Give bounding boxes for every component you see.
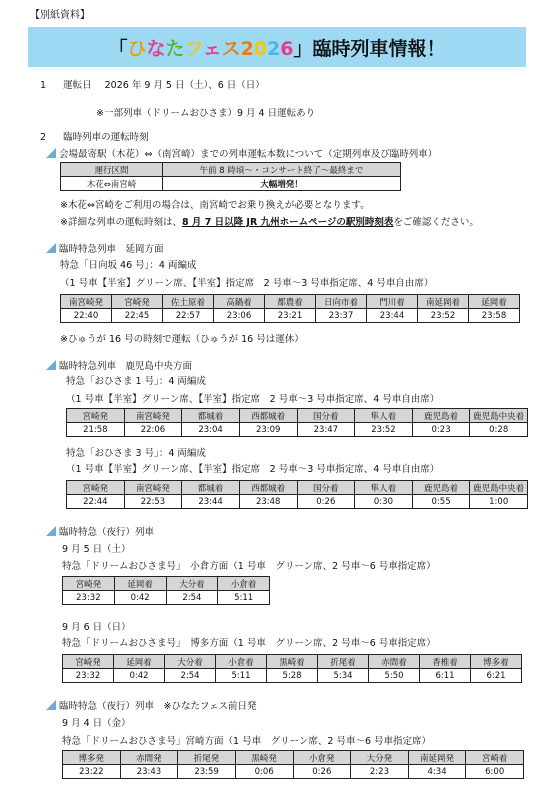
station-header-cell: 大分着 bbox=[165, 655, 216, 669]
time-cell: 0:42 bbox=[114, 591, 166, 605]
banner-event-name bbox=[127, 38, 293, 60]
section-2-note-1: ※木花⇔宮崎をご利用の場合は、南宮崎でお乗り換えが必要となります。 bbox=[60, 200, 370, 211]
timetable-header-row bbox=[67, 481, 528, 495]
station-header-cell: 南宮崎発 bbox=[61, 295, 112, 309]
dream-ohisama-hakata-timetable bbox=[62, 654, 522, 683]
ohisama-1-timetable bbox=[66, 408, 528, 437]
station-header-cell: 日向市着 bbox=[316, 295, 367, 309]
section-1-number: 1 bbox=[40, 80, 47, 91]
section-2-title: 臨時列車の運転時刻 bbox=[63, 132, 149, 143]
station-header-cell: 小倉発 bbox=[293, 751, 351, 765]
time-cell: 0:28 bbox=[470, 423, 528, 437]
ohisama-1-car-info: （1 号車【半室】グリーン席、【半室】指定席 2 号車～3 号車指定席、4 号車自由席） bbox=[66, 394, 440, 405]
time-cell: 23:32 bbox=[63, 669, 114, 683]
station-header-cell: 小倉着 bbox=[216, 655, 267, 669]
nobeoka-train-name: 特急「日向坂 46 号」：4 両編成 bbox=[60, 260, 197, 271]
night-train-section-title: 臨時特急（夜行）列車 bbox=[59, 527, 155, 538]
time-cell: 23:09 bbox=[239, 423, 297, 437]
time-cell: 23:47 bbox=[297, 423, 355, 437]
eve-night-train-section-heading bbox=[46, 700, 257, 713]
section-2-note-2 bbox=[60, 217, 479, 229]
time-cell: 23:52 bbox=[355, 423, 413, 437]
section-2-note-2-suffix: をご確認ください。 bbox=[393, 217, 479, 228]
night-train-date-1: 9 月 5 日（土） bbox=[62, 544, 131, 555]
time-cell: 0:23 bbox=[412, 423, 470, 437]
station-header-cell: 西都城着 bbox=[239, 409, 297, 423]
dream-ohisama-kokura-train-name: 特急「ドリームおひさま号」 小倉方面（1 号車 グリーン席、2 号車～6 号車指定席） bbox=[62, 561, 436, 572]
time-cell: 22:06 bbox=[124, 423, 182, 437]
time-cell: 4:34 bbox=[408, 765, 466, 779]
station-header-cell: 都農着 bbox=[265, 295, 316, 309]
timetable-time-row bbox=[67, 495, 528, 509]
station-header-cell: 博多発 bbox=[63, 751, 121, 765]
time-cell: 0:26 bbox=[297, 495, 355, 509]
station-header-cell: 都城着 bbox=[182, 481, 240, 495]
banner-letter: 6 bbox=[280, 37, 294, 60]
timetable-header-row bbox=[61, 295, 520, 309]
time-cell: 22:44 bbox=[67, 495, 125, 509]
banner-letter: た bbox=[165, 37, 185, 60]
station-header-cell: 門川着 bbox=[367, 295, 418, 309]
dream-ohisama-miyazaki-timetable bbox=[62, 750, 524, 779]
time-cell: 5:11 bbox=[216, 669, 267, 683]
dream-ohisama-miyazaki-train-name: 特急「ドリームおひさま号」宮崎方面（1 号車 グリーン席、2 号車～6 号車指定席） bbox=[62, 736, 432, 747]
banner-letter: ス bbox=[221, 37, 241, 60]
triangle-bullet-icon bbox=[46, 148, 56, 158]
station-header-cell: 南宮崎発 bbox=[124, 409, 182, 423]
station-header-cell: 宮崎発 bbox=[67, 409, 125, 423]
ohisama-3-car-info: （1 号車【半室】グリーン席、【半室】指定席 2 号車～3 号車指定席、4 号車自由席） bbox=[66, 464, 440, 475]
kagoshima-section-heading bbox=[46, 360, 192, 373]
triangle-bullet-icon bbox=[46, 700, 56, 710]
time-cell: 0:42 bbox=[114, 669, 165, 683]
triangle-bullet-icon bbox=[46, 360, 56, 370]
banner-letter: な bbox=[146, 37, 166, 60]
time-cell: 21:58 bbox=[67, 423, 125, 437]
time-cell: 23:06 bbox=[214, 309, 265, 323]
time-cell: 5:34 bbox=[318, 669, 369, 683]
station-header-cell: 隼人着 bbox=[355, 409, 413, 423]
time-cell: 22:53 bbox=[124, 495, 182, 509]
station-header-cell: 南延岡発 bbox=[408, 751, 466, 765]
time-cell: 23:59 bbox=[178, 765, 236, 779]
station-header-cell: 折尾発 bbox=[178, 751, 236, 765]
station-header-cell: 宮崎発 bbox=[63, 577, 115, 591]
station-header-cell: 小倉着 bbox=[218, 577, 270, 591]
timetable-reference-text: 8 月 7 日以降 JR 九州ホームページの駅別時刻表 bbox=[181, 217, 394, 228]
time-cell: 23:21 bbox=[265, 309, 316, 323]
dream-ohisama-kokura-timetable bbox=[62, 576, 270, 605]
station-header-cell: 延岡着 bbox=[114, 577, 166, 591]
time-cell: 23:37 bbox=[316, 309, 367, 323]
time-cell: 23:44 bbox=[367, 309, 418, 323]
eve-night-train-date: 9 月 4 日（金） bbox=[62, 718, 131, 729]
station-header-cell: 博多着 bbox=[471, 655, 522, 669]
kagoshima-section-title: 臨時特急列車 鹿児島中央方面 bbox=[59, 361, 193, 372]
time-cell: 23:43 bbox=[120, 765, 178, 779]
station-header-cell: 折尾着 bbox=[318, 655, 369, 669]
ohisama-1-train-name: 特急「おひさま 1 号」：4 両編成 bbox=[66, 376, 206, 387]
time-cell: 23:48 bbox=[239, 495, 297, 509]
banner-letter: 0 bbox=[253, 37, 268, 60]
frequency-table-header-row bbox=[61, 163, 401, 177]
time-cell: 6:11 bbox=[420, 669, 471, 683]
time-cell: 23:22 bbox=[63, 765, 121, 779]
station-header-cell: 宮崎発 bbox=[112, 295, 163, 309]
section-2-subheading bbox=[46, 148, 437, 161]
section-2-number: 2 bbox=[40, 132, 47, 143]
station-header-cell: 宮崎発 bbox=[63, 655, 114, 669]
station-header-cell: 都城着 bbox=[182, 409, 240, 423]
station-header-cell: 黒崎発 bbox=[235, 751, 293, 765]
time-cell: 23:32 bbox=[63, 591, 115, 605]
time-cell: 6:00 bbox=[466, 765, 524, 779]
banner-letter: 2 bbox=[267, 37, 281, 60]
station-header-cell: 鹿児島着 bbox=[412, 409, 470, 423]
banner-letter: ェ bbox=[202, 37, 222, 60]
station-header-cell: 延岡着 bbox=[114, 655, 165, 669]
station-header-cell: 南宮崎発 bbox=[124, 481, 182, 495]
banner-open-bracket: 「 bbox=[108, 37, 128, 60]
time-cell: 6:21 bbox=[471, 669, 522, 683]
night-train-section-heading bbox=[46, 526, 154, 539]
station-header-cell: 大分発 bbox=[351, 751, 409, 765]
time-cell: 0:06 bbox=[235, 765, 293, 779]
time-cell: 23:52 bbox=[418, 309, 469, 323]
eve-night-train-section-title: 臨時特急（夜行）列車 ※ひなたフェス前日発 bbox=[59, 701, 257, 712]
frequency-table bbox=[60, 162, 401, 191]
nobeoka-note: ※ひゅうが 16 号の時刻で運転（ひゅうが 16 号は運休） bbox=[60, 334, 304, 345]
section-1-heading bbox=[40, 80, 265, 92]
station-header-cell: 鹿児島着 bbox=[412, 481, 470, 495]
section-2-heading bbox=[40, 132, 149, 144]
time-cell: 0:26 bbox=[293, 765, 351, 779]
section-1-date: 2026 年 9 月 5 日（土）、6 日（日） bbox=[104, 80, 265, 91]
station-header-cell: 国分着 bbox=[297, 409, 355, 423]
frequency-cell: 大幅増発！ bbox=[163, 177, 401, 191]
time-cell: 23:44 bbox=[182, 495, 240, 509]
banner-letter: 2 bbox=[240, 37, 254, 60]
section-2-note-2-prefix: ※詳細な列車の運転時刻は、 bbox=[60, 217, 182, 228]
station-header-cell: 南延岡着 bbox=[418, 295, 469, 309]
time-cell: 2:54 bbox=[165, 669, 216, 683]
timetable-time-row bbox=[63, 591, 270, 605]
night-train-date-2: 9 月 6 日（日） bbox=[62, 622, 131, 633]
time-cell: 5:50 bbox=[369, 669, 420, 683]
time-cell: 22:40 bbox=[61, 309, 112, 323]
timetable-time-row bbox=[67, 423, 528, 437]
station-header-cell: 黒崎着 bbox=[267, 655, 318, 669]
nobeoka-section-title: 臨時特急列車 延岡方面 bbox=[59, 244, 164, 255]
time-cell: 5:11 bbox=[218, 591, 270, 605]
frequency-header-cell: 運行区間 bbox=[61, 163, 163, 177]
banner-letter: ひ bbox=[127, 37, 147, 60]
timetable-time-row bbox=[61, 309, 520, 323]
station-header-cell: 鹿児島中央着 bbox=[470, 481, 528, 495]
banner-letter: フ bbox=[184, 37, 203, 60]
time-cell: 2:54 bbox=[166, 591, 218, 605]
station-header-cell: 香椎着 bbox=[420, 655, 471, 669]
station-header-cell: 赤間発 bbox=[120, 751, 178, 765]
time-cell: 0:55 bbox=[412, 495, 470, 509]
time-cell: 22:45 bbox=[112, 309, 163, 323]
timetable-header-row bbox=[63, 751, 524, 765]
section-1-note: ※一部列車（ドリームおひさま）9 月 4 日運転あり bbox=[96, 108, 316, 119]
triangle-bullet-icon bbox=[46, 526, 56, 536]
nobeoka-section-heading bbox=[46, 243, 164, 256]
time-cell: 1:00 bbox=[470, 495, 528, 509]
station-header-cell: 隼人着 bbox=[355, 481, 413, 495]
station-header-cell: 鹿児島中央着 bbox=[470, 409, 528, 423]
triangle-bullet-icon bbox=[46, 243, 56, 253]
time-cell: 23:58 bbox=[469, 309, 520, 323]
time-cell: 0:30 bbox=[355, 495, 413, 509]
station-header-cell: 佐土原着 bbox=[163, 295, 214, 309]
frequency-header-cell: 午前 8 時頃～・コンサート終了～最終まで bbox=[163, 163, 401, 177]
station-header-cell: 高鍋着 bbox=[214, 295, 265, 309]
ohisama-3-train-name: 特急「おひさま 3 号」：4 両編成 bbox=[66, 448, 206, 459]
title-banner bbox=[28, 27, 526, 67]
timetable-header-row bbox=[63, 577, 270, 591]
dream-ohisama-hakata-train-name: 特急「ドリームおひさま号」 博多方面（1 号車 グリーン席、2 号車～6 号車指定席） bbox=[62, 638, 436, 649]
time-cell: 22:57 bbox=[163, 309, 214, 323]
time-cell: 5:28 bbox=[267, 669, 318, 683]
timetable-time-row bbox=[63, 765, 524, 779]
time-cell: 23:04 bbox=[182, 423, 240, 437]
nobeoka-timetable bbox=[60, 294, 520, 323]
station-header-cell: 宮崎着 bbox=[466, 751, 524, 765]
timetable-header-row bbox=[67, 409, 528, 423]
banner-title bbox=[108, 34, 445, 61]
station-header-cell: 国分着 bbox=[297, 481, 355, 495]
station-header-cell: 宮崎発 bbox=[67, 481, 125, 495]
timetable-header-row bbox=[63, 655, 522, 669]
section-1-label: 運転日 bbox=[63, 80, 92, 91]
time-cell: 2:23 bbox=[351, 765, 409, 779]
frequency-table-row bbox=[61, 177, 401, 191]
ohisama-3-timetable bbox=[66, 480, 528, 509]
attachment-tag: 【別紙資料】 bbox=[30, 10, 90, 21]
banner-close-text: 」臨時列車情報！ bbox=[293, 37, 446, 60]
nobeoka-car-info: （1 号車【半室】グリーン席、【半室】指定席 2 号車～3 号車指定席、4 号車自由席） bbox=[60, 278, 434, 289]
section-2-subheading-text: 会場最寄駅（木花）⇔（南宮崎）までの列車運転本数について（定期列車及び臨時列車） bbox=[59, 149, 438, 160]
station-header-cell: 赤間着 bbox=[369, 655, 420, 669]
station-header-cell: 延岡着 bbox=[469, 295, 520, 309]
station-header-cell: 大分着 bbox=[166, 577, 218, 591]
frequency-cell: 木花⇔南宮崎 bbox=[61, 177, 163, 191]
timetable-time-row bbox=[63, 669, 522, 683]
station-header-cell: 西都城着 bbox=[239, 481, 297, 495]
